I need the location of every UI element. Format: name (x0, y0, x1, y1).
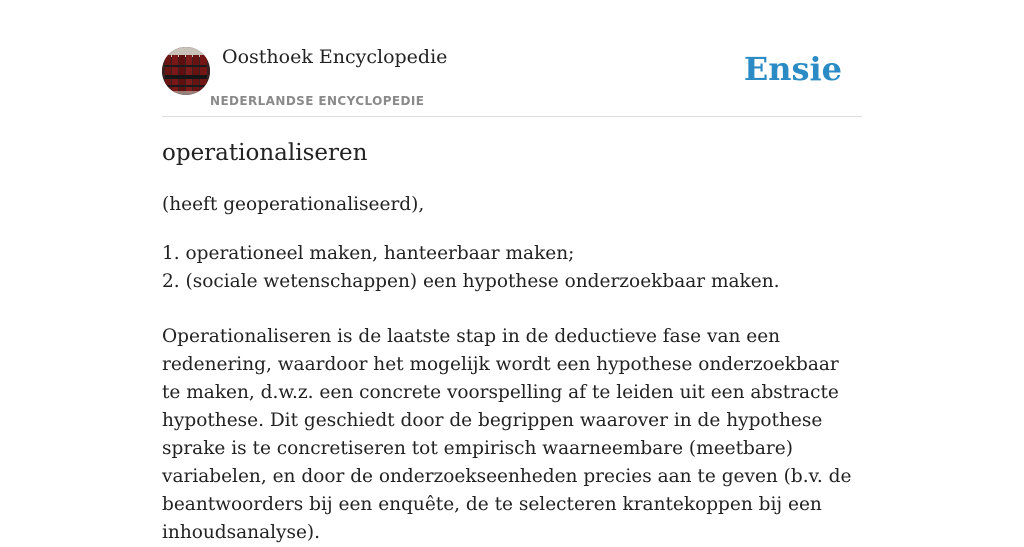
entry-inflection: (heeft geoperationaliseerd), (162, 194, 425, 215)
definition-item: 2. (sociale wetenschappen) een hypothese onderzoekbaar maken. (162, 271, 780, 292)
site-header (162, 0, 862, 117)
definition-list (162, 240, 780, 296)
entry-paragraph: Operationaliseren is de laatste stap in de deductieve fase van een redenering, waardoor het mogelijk wordt een hypothese onderzoekbaar te maken, d.w.z. een concrete voorspelling af te leiden uit een abstracte hypothese. Dit geschiedt door de begrippen waarover in de hypothese sprake is te concretiseren tot empirisch waarneembare (meetbare) variabelen, en door de onderzoekseenheden precies aan te geven (b.v. de beantwoorders bij een enquête, de te selecteren krantekoppen bij een inhoudsanalyse). (162, 326, 852, 543)
definition-item: 1. operationeel maken, hanteerbaar maken; (162, 243, 575, 264)
entry-title: operationaliseren (162, 140, 368, 166)
encyclopedia-books-icon (162, 47, 210, 95)
page (162, 0, 862, 543)
site-name[interactable]: Oosthoek Encyclopedie (222, 46, 448, 68)
site-avatar[interactable] (162, 47, 210, 95)
site-subtitle: NEDERLANDSE ENCYCLOPEDIE (210, 94, 425, 108)
ensie-logo-link[interactable]: Ensie (743, 50, 842, 88)
